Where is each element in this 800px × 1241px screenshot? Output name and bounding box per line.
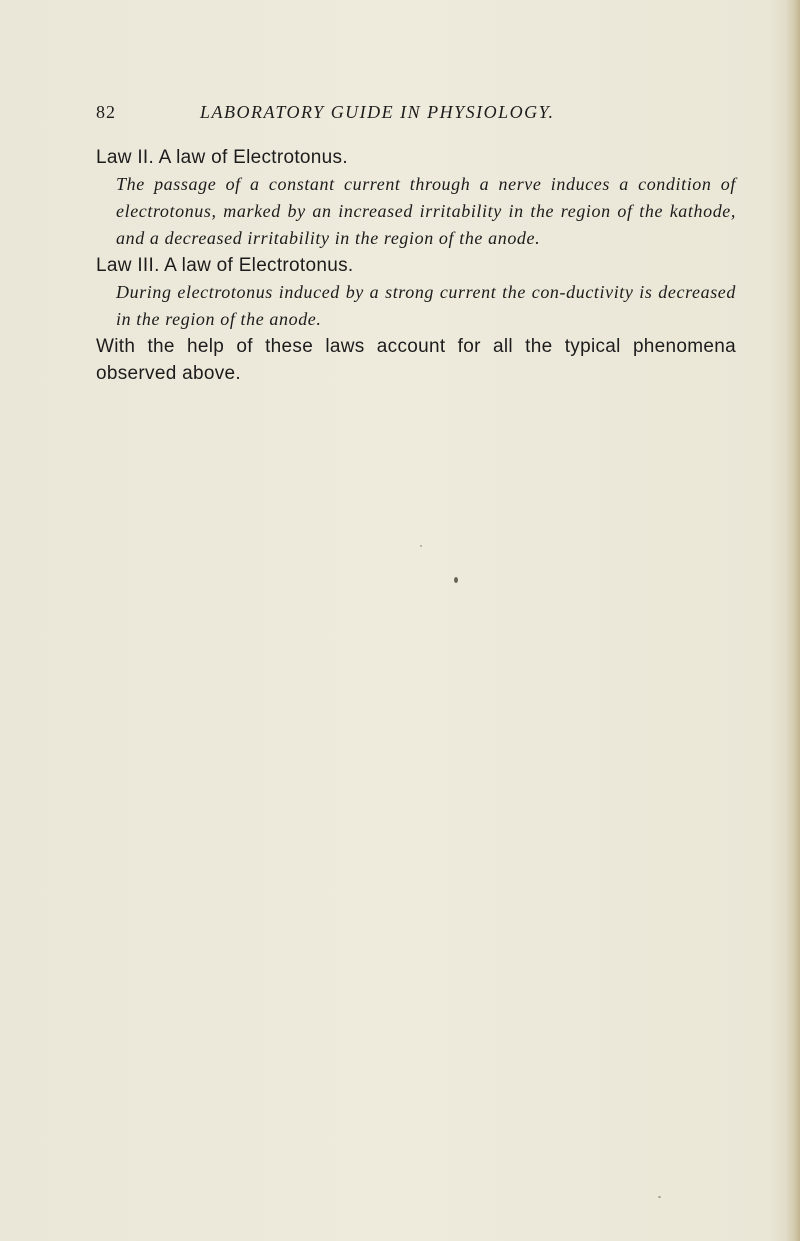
- closing-paragraph: With the help of these laws account for all the typical phenomena observed above.: [96, 336, 736, 384]
- body-text: [96, 144, 746, 387]
- page-number: 82: [96, 102, 116, 122]
- paper-speck: [420, 545, 422, 547]
- law-ii-statement: The passage of a constant current through a nerve induces a condition of electrotonus, marked by an increased irritability in the region of the kathode, and a decreased irritability in the region of the anode.: [116, 174, 736, 248]
- law-ii-heading: Law II. A law of Electrotonus.: [96, 147, 348, 168]
- law-iii-heading: Law III. A law of Electrotonus.: [96, 255, 354, 276]
- page-edge-shadow: [786, 0, 800, 1241]
- paper-speck: [658, 1196, 661, 1198]
- running-title: LABORATORY GUIDE IN PHYSIOLOGY.: [200, 102, 555, 122]
- law-iii-statement: During electrotonus induced by a strong current the con-ductivity is decreased in the region of the anode.: [116, 282, 736, 329]
- paper-speck: [454, 577, 458, 583]
- running-head: [96, 102, 736, 132]
